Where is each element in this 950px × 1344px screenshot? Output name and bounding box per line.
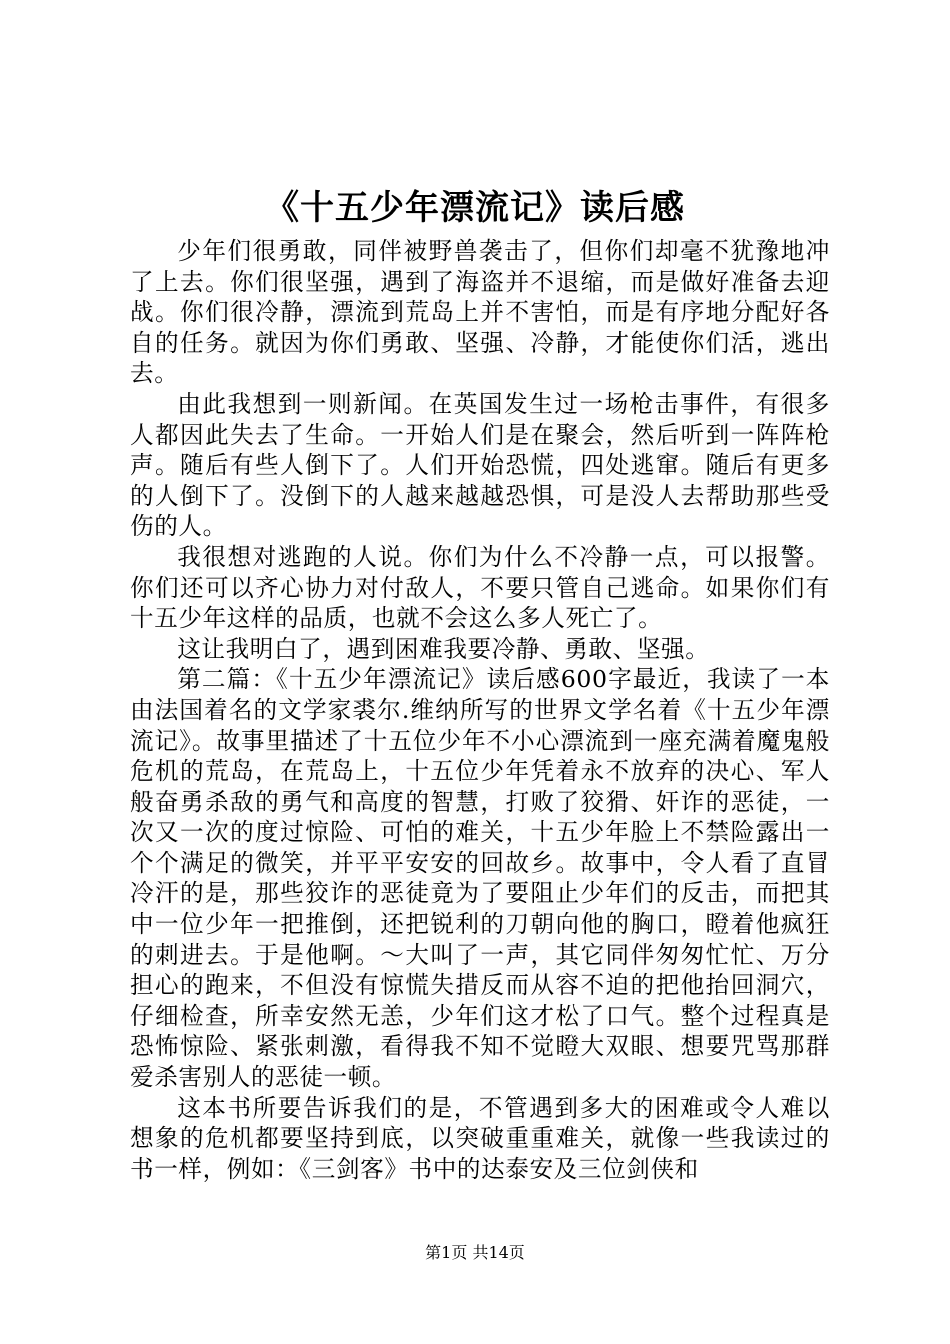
- document-title: 《十五少年漂流记》读后感: [265, 188, 685, 228]
- body-paragraph: 第二篇：《十五少年漂流记》读后感600字最近，我读了一本由法国着名的文学家裘尔.维纳所写的世界文学名着《十五少年漂流记》。故事里描述了十五位少年不小心漂流到一座充满着魔鬼般危机的荒岛，在荒岛上，十五位少年凭着永不放弃的决心、军人般奋勇杀敌的勇气和高度的智慧，打败了狡猾、奸诈的恶徒，一次又一次的度过惊险、可怕的难关，十五少年脸上不禁险露出一个个满足的微笑，并平平安安的回故乡。故事中，令人看了直冒冷汗的是，那些狡诈的恶徒竟为了要阻止少年们的反击，而把其中一位少年一把推倒，还把锐利的刀朝向他的胸口，瞪着他疯狂的刺进去。于是他啊。～大叫了一声，其它同伴匆匆忙忙、万分担心的跑来，不但没有惊慌失措反而从容不迫的把他抬回洞穴，仔细检查，所幸安然无恙，少年们这才松了口气。整个过程真是恐怖惊险、紧张刺激，看得我不知不觉瞪大双眼、想要咒骂那群爱杀害别人的恶徒一顿。: [130, 665, 830, 1092]
- body-paragraph: 这本书所要告诉我们的是，不管遇到多大的困难或令人难以想象的危机都要坚持到底，以突破重重难关，就像一些我读过的书一样，例如：《三剑客》书中的达泰安及三位剑侠和: [130, 1093, 830, 1183]
- document-body: [130, 236, 830, 1184]
- body-paragraph: 这让我明白了，遇到困难我要冷静、勇敢、坚强。: [177, 634, 710, 663]
- body-paragraph: 我很想对逃跑的人说。你们为什么不冷静一点，可以报警。你们还可以齐心协力对付敌人，不要只管自己逃命。如果你们有十五少年这样的品质，也就不会这么多人死亡了。: [130, 542, 830, 633]
- body-paragraph: 由此我想到一则新闻。在英国发生过一场枪击事件，有很多人都因此失去了生命。一开始人们是在聚会，然后听到一阵阵枪声。随后有些人倒下了。人们开始恐慌，四处逃窜。随后有更多的人倒下了。没倒下的人越来越越恐惧，可是没人去帮助那些受伤的人。: [130, 389, 830, 541]
- page-number-footer: 第1页 共14页: [425, 1243, 525, 1262]
- body-paragraph: 少年们很勇敢，同伴被野兽袭击了，但你们却毫不犹豫地冲了上去。你们很坚强，遇到了海盗并不退缩，而是做好准备去迎战。你们很冷静，漂流到荒岛上并不害怕，而是有序地分配好各自的任务。就因为你们勇敢、坚强、冷静，才能使你们活，逃出去。: [130, 237, 830, 388]
